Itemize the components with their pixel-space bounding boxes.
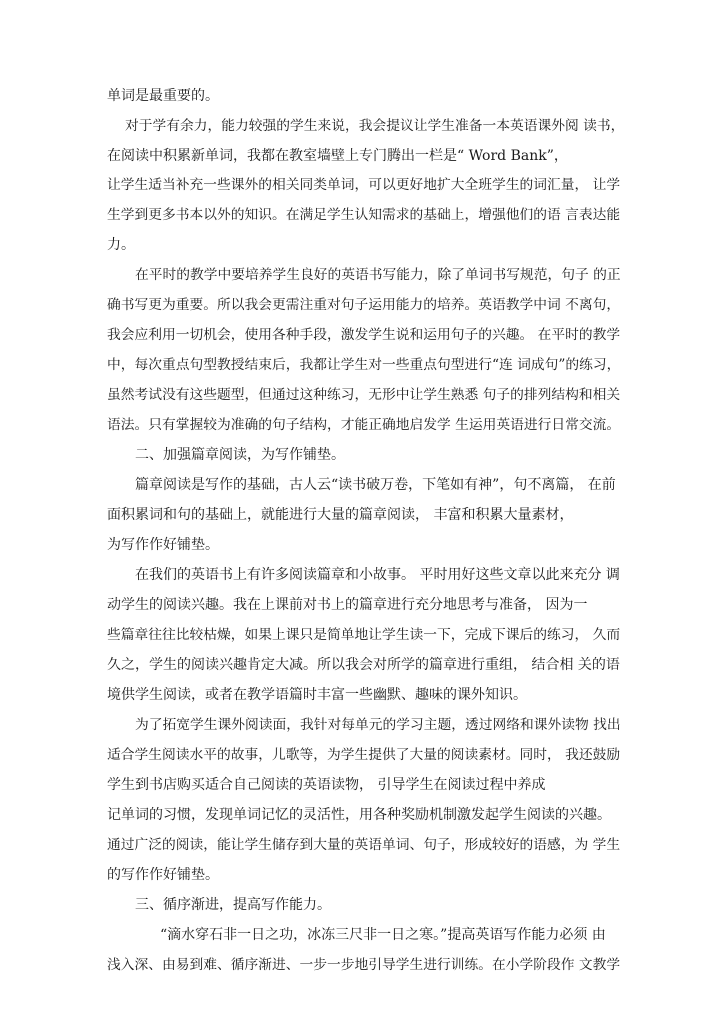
text-line: 浅入深、由易到难、循序渐进、一步一步地引导学生进行训练。在小学阶段作 文教学 xyxy=(107,957,621,973)
text-line: 生学到更多书本以外的知识。在满足学生认知需求的基础上，增强他们的语 言表达能 xyxy=(107,207,621,223)
text-line: 适合学生阅读水平的故事，儿歌等，为学生提供了大量的阅读素材。同时， 我还鼓励 xyxy=(107,747,621,763)
text-line: 单词是最重要的。 xyxy=(107,88,219,104)
text-line: 境供学生阅读，或者在教学语篇时丰富一些幽默、趣味的课外知识。 xyxy=(107,687,527,703)
text-line: 让学生适当补充一些课外的相关同类单词，可以更好地扩大全班学生的词汇量， 让学 xyxy=(107,177,621,193)
text-line: 对于学有余力，能力较强的学生来说，我会提议让学生准备一本英语课外阅 读书， xyxy=(125,118,625,134)
text-line: 语法。只有掌握较为准确的句子结构，才能正确地启发学 生运用英语进行日常交流。 xyxy=(107,417,621,433)
section-heading: 三、循序渐进，提高写作能力。 xyxy=(135,897,331,913)
text-line: 通过广泛的阅读，能让学生储存到大量的英语单词、句子，形成较好的语感，为 学生 xyxy=(107,837,621,853)
text-line: 久之，学生的阅读兴趣肯定大减。所以我会对所学的篇章进行重组， 结合相 关的语 xyxy=(107,657,620,673)
text-line: 我会应利用一切机会，使用各种手段，激发学生说和运用句子的兴趣。 在平时的教学 xyxy=(107,327,621,343)
text-line: “滴水穿石非一日之功，冰冻三尺非一日之寒。”提高英语写作能力必须 由 xyxy=(160,927,606,943)
text-line: 在平时的教学中要培养学生良好的英语书写能力，除了单词书写规范，句子 的正 xyxy=(135,267,621,283)
text-line: 力。 xyxy=(107,237,135,253)
section-heading: 二、加强篇章阅读，为写作铺垫。 xyxy=(135,447,345,463)
text-line: 的写作作好铺垫。 xyxy=(107,867,219,883)
text-line: 虽然考试没有这些题型，但通过这种练习，无形中让学生熟悉 句子的排列结构和相关 xyxy=(107,387,621,403)
text-line: 面积累词和句的基础上，就能进行大量的篇章阅读， 丰富和积累大量素材， xyxy=(107,507,574,523)
text-line: 在阅读中积累新单词，我都在教室墙壁上专门腾出一栏是“ Word Bank”， xyxy=(107,148,568,164)
text-line: 确书写更为重要。所以我会更需注重对句子运用能力的培养。英语教学中词 不离句， xyxy=(107,297,621,313)
text-line: 动学生的阅读兴趣。我在上课前对书上的篇章进行充分地思考与准备， 因为一 xyxy=(107,597,588,613)
text-line: 记单词的习惯，发现单词记忆的灵活性，用各种奖励机制激发起学生阅读的兴趣。 xyxy=(107,807,611,823)
text-line: 些篇章往往比较枯燥，如果上课只是简单地让学生读一下，完成下课后的练习， 久而 xyxy=(107,627,621,643)
text-line: 篇章阅读是写作的基础，古人云“读书破万卷，下笔如有神”，句不离篇， 在前 xyxy=(135,477,616,493)
text-line: 在我们的英语书上有许多阅读篇章和小故事。 平时用好这些文章以此来充分 调 xyxy=(135,567,620,583)
text-line: 为了拓宽学生课外阅读面，我针对每单元的学习主题，透过网络和课外读物 找出 xyxy=(135,717,621,733)
text-line: 中，每次重点句型教授结束后，我都让学生对一些重点句型进行“连 词成句”的练习， xyxy=(107,357,621,373)
text-line: 为写作作好铺垫。 xyxy=(107,537,219,553)
text-line: 学生到书店购买适合自己阅读的英语读物， 引导学生在阅读过程中养成 xyxy=(107,777,546,793)
